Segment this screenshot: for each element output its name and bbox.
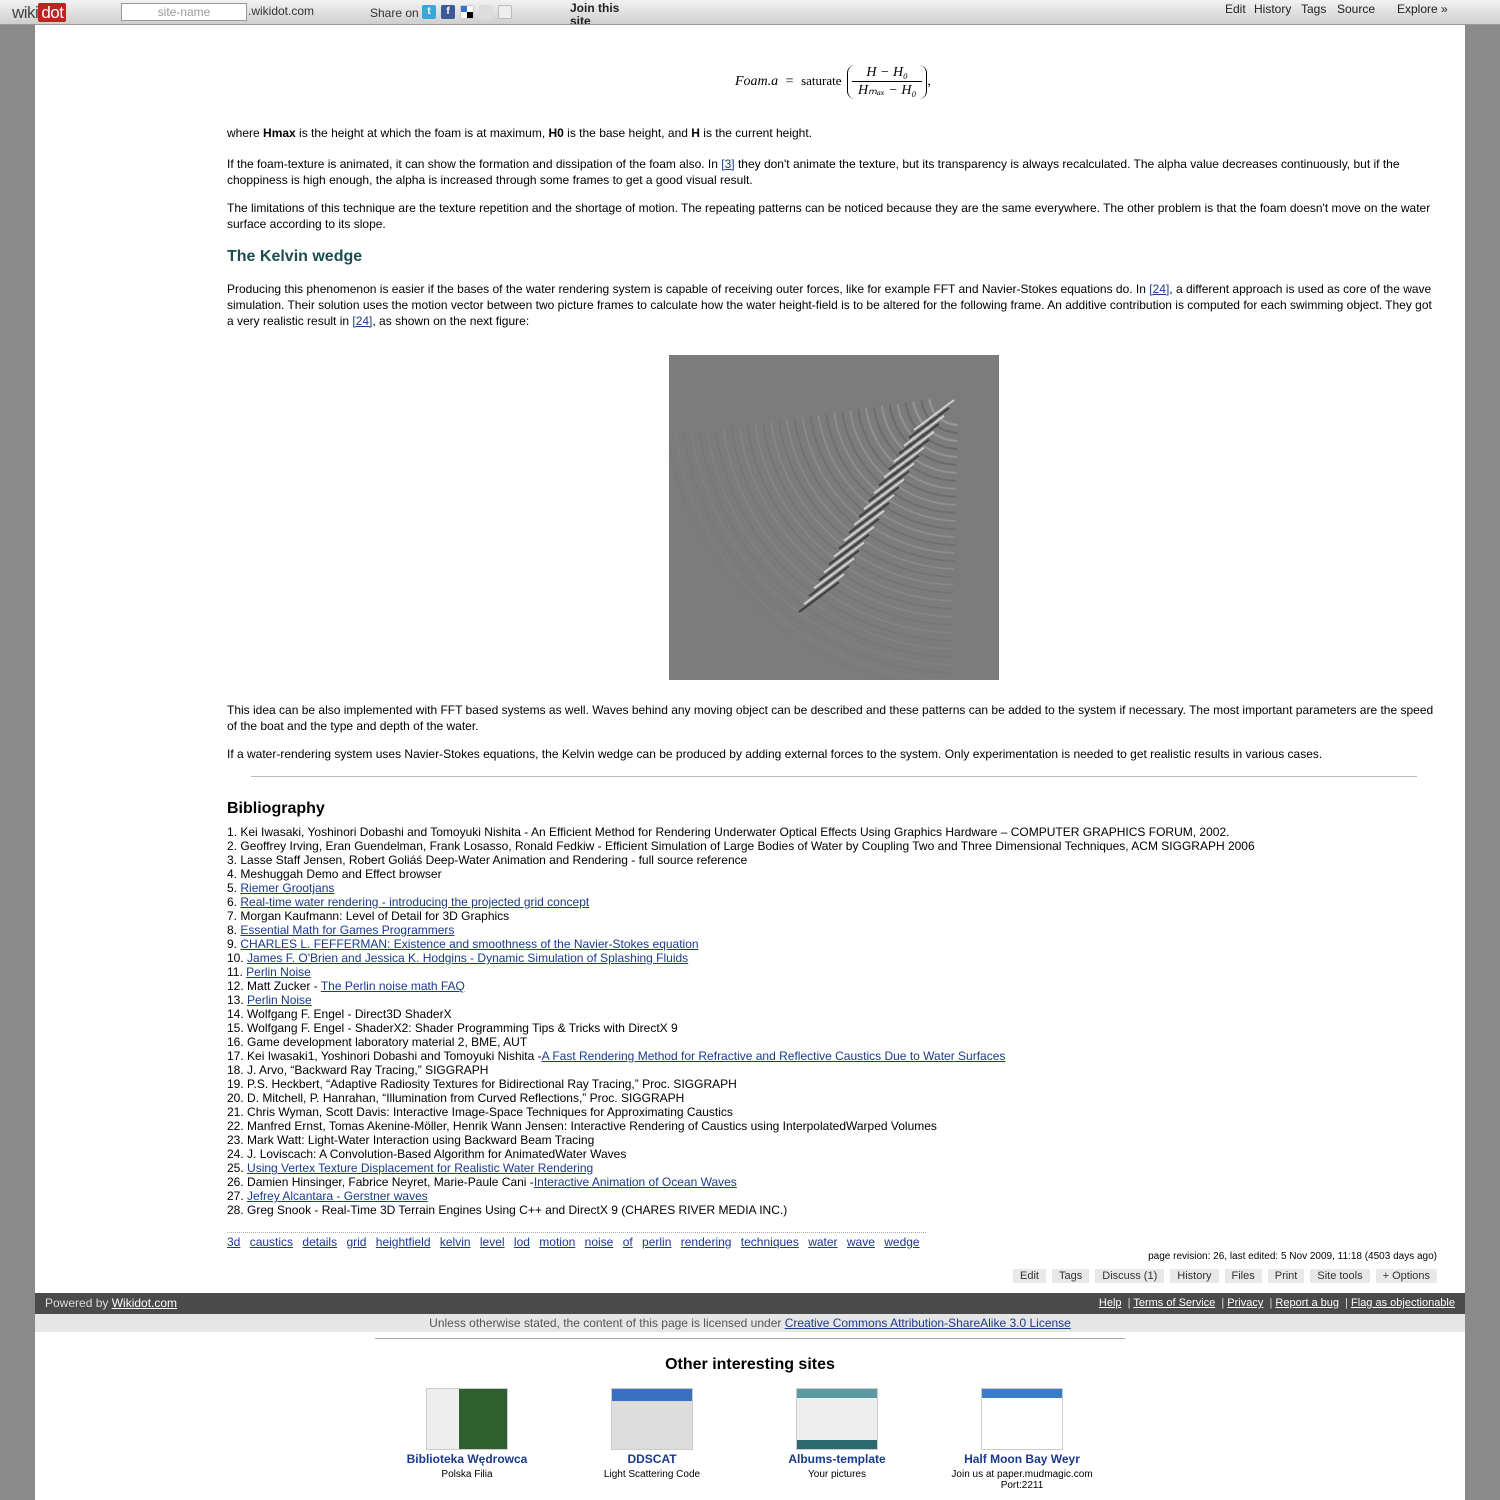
page-revision-info: page revision: 26, last edited: 5 Nov 2009, 11:18 (4503 days ago) (1148, 1251, 1437, 1262)
bibliography-link[interactable]: James F. O'Brien and Jessica K. Hodgins - Dynamic Simulation of Splashing Fluids (247, 951, 689, 965)
site-thumbnail[interactable] (611, 1388, 693, 1450)
bibliography-text: Meshuggah Demo and Effect browser (240, 867, 442, 881)
bibliography-number: 11. (227, 965, 243, 979)
site-thumbnail[interactable] (426, 1388, 508, 1450)
bibliography-text: Lasse Staff Jensen, Robert Goliáś Deep-Water Animation and Rendering - full source reference (240, 853, 748, 867)
bibliography-item (227, 839, 1255, 853)
bibliography-link[interactable]: A Fast Rendering Method for Refractive and Reflective Caustics Due to Water Surfaces (541, 1049, 1006, 1063)
bibliography-number: 1. (227, 825, 238, 839)
bibliography-item (227, 951, 1255, 965)
bibliography-text: P.S. Heckbert, “Adaptive Radiosity Textures for Bidirectional Ray Tracing,” Proc. SIGGRAPH (247, 1077, 737, 1091)
bibliography-item (227, 825, 1255, 839)
help-link[interactable]: Help (1098, 1297, 1122, 1309)
bibliography-link[interactable]: Perlin Noise (247, 993, 312, 1007)
bibliography-item (227, 1189, 1255, 1203)
print-button[interactable]: Print (1268, 1269, 1305, 1283)
bibliography-link[interactable]: Interactive Animation of Ocean Waves (533, 1175, 737, 1189)
edit-button[interactable]: Edit (1013, 1269, 1046, 1283)
bibliography-number: 3. (227, 853, 238, 867)
tag-link[interactable]: kelvin (439, 1235, 471, 1249)
site-thumbnail[interactable] (981, 1388, 1063, 1450)
tag-link[interactable]: caustics (249, 1235, 294, 1249)
tag-link[interactable]: wedge (884, 1235, 920, 1249)
bibliography-number: 18. (227, 1063, 244, 1077)
footer-bar (35, 1293, 1465, 1314)
bibliography-number: 16. (227, 1035, 244, 1049)
share-label: Share on (370, 6, 419, 20)
bibliography-number: 27. (227, 1189, 244, 1203)
paragraph-limitations: The limitations of this technique are the texture repetition and the shortage of motion. The repeating patterns can be noticed because they are the same everywhere. The other problem is that the foam doesn't move on the water surface according to its slope. (227, 201, 1431, 231)
bibliography-text: Matt Zucker - (247, 979, 321, 993)
bibliography-item (227, 1035, 1255, 1049)
other-sites-heading: Other interesting sites (665, 1356, 835, 1373)
bibliography-link[interactable]: Perlin Noise (246, 965, 311, 979)
bibliography-number: 28. (227, 1203, 244, 1217)
bibliography-number: 5. (227, 881, 238, 895)
bibliography-text: Geoffrey Irving, Eran Guendelman, Frank Losasso, Ronald Fedkiw - Efficient Simulation of Large Bodies of Water by Coupling Two and Three Dimensional Techniques, ACM SIGGRAPH 2006 (240, 839, 1255, 853)
terms-link[interactable]: Terms of Service (1133, 1297, 1216, 1309)
tag-link[interactable]: perlin (642, 1235, 672, 1249)
license-link[interactable]: Creative Commons Attribution-ShareAlike 3.0 License (784, 1316, 1071, 1330)
tag-link[interactable]: lod (513, 1235, 530, 1249)
paragraph-fft: This idea can be also implemented with FFT based systems as well. Waves behind any moving object can be described and these patterns can be added to the system if necessary. The most important parameters are the speed of the boat and the type and depth of the water. (227, 703, 1434, 733)
bibliography-link[interactable]: CHARLES L. FEFFERMAN: Existence and smoothness of the Navier-Stokes equation (240, 937, 699, 951)
tag-link[interactable]: motion (539, 1235, 576, 1249)
bibliography-number: 26. (227, 1175, 244, 1189)
bibliography-item (227, 1049, 1255, 1063)
paragraph-foam-animation: If the foam-texture is animated, it can show the formation and dissipation of the foam also. In [3] they don't animate the texture, but its transparency is always recalculated. The alpha value decreases continuously, but if the choppiness is high enough, the alpha is increased through some frames to get a good visual result. (227, 157, 1400, 187)
wikidot-link[interactable]: Wikidot.com (111, 1296, 178, 1310)
bibliography-number: 25. (227, 1161, 244, 1175)
bibliography-item (227, 1063, 1255, 1077)
bibliography-item (227, 1133, 1255, 1147)
bibliography-item (227, 965, 1255, 979)
site-thumbnail[interactable] (796, 1388, 878, 1450)
bibliography-link[interactable]: Using Vertex Texture Displacement for Realistic Water Rendering (247, 1161, 594, 1175)
bibliography-number: 8. (227, 923, 238, 937)
bibliography-item (227, 937, 1255, 951)
history-button[interactable]: History (1170, 1269, 1218, 1283)
wikidot-top-bar (0, 0, 1500, 25)
flag-link[interactable]: Flag as objectionable (1351, 1297, 1455, 1309)
domain-suffix: .wikidot.com (248, 4, 315, 18)
bibliography-text: Kei Iwasaki1, Yoshinori Dobashi and Tomoyuki Nishita - (247, 1049, 542, 1063)
bibliography-item (227, 1077, 1255, 1091)
bibliography-text: Greg Snook - Real-Time 3D Terrain Engines Using C++ and DirectX 9 (CHARES RIVER MEDIA INC.) (247, 1203, 788, 1217)
tag-link[interactable]: 3d (227, 1235, 241, 1249)
tag-link[interactable]: grid (346, 1235, 367, 1249)
top-edit-link[interactable]: Edit (1225, 2, 1246, 16)
bibliography-item (227, 1161, 1255, 1175)
tag-link[interactable]: heightfield (375, 1235, 431, 1249)
site-name-input[interactable]: site-name (121, 3, 247, 21)
bibliography-item (227, 881, 1255, 895)
site-card[interactable]: Albums-template Your pictures (757, 1388, 917, 1480)
site-card[interactable]: Biblioteka Wędrowca Polska Filia (387, 1388, 547, 1480)
top-source-link[interactable]: Source (1337, 2, 1376, 16)
site-tools-button[interactable]: Site tools (1310, 1269, 1369, 1283)
bibliography-number: 22. (227, 1119, 244, 1133)
tag-link[interactable]: level (479, 1235, 505, 1249)
site-card[interactable]: DDSCAT Light Scattering Code (572, 1388, 732, 1480)
license-notice: Unless otherwise stated, the content of this page is licensed under Creative Commons Attribution-ShareAlike 3.0 License (35, 1314, 1465, 1332)
delicious-icon[interactable] (460, 5, 474, 19)
discuss-button[interactable]: Discuss (1) (1095, 1269, 1164, 1283)
bibliography-number: 20. (227, 1091, 244, 1105)
bibliography-text: Chris Wyman, Scott Davis: Interactive Image-Space Techniques for Approximating Caustics (247, 1105, 733, 1119)
other-sites-section (35, 1332, 1465, 1500)
paragraph-kelvin: Producing this phenomenon is easier if the bases of the water rendering system is capable of receiving outer forces, like for example FFT and Navier-Stokes equations do. In [24], a different approach is used as core of the wave simulation. Their solution uses the motion vector between two picture frames to calculate how the water height-field is to be altered for the following frame. An additive contribution is computed for each swimming object. They got a very realistic result in [24], as shown on the next figure: (227, 282, 1432, 328)
privacy-link[interactable]: Privacy (1227, 1297, 1264, 1309)
bibliography-text: J. Arvo, “Backward Ray Tracing,” SIGGRAPH (247, 1063, 489, 1077)
top-history-link[interactable]: History (1254, 2, 1292, 16)
tag-link[interactable]: of (622, 1235, 633, 1249)
bibliography-link[interactable]: Riemer Grootjans (240, 881, 335, 895)
bibliography-item (227, 909, 1255, 923)
bibliography-list (227, 825, 1255, 1217)
bibliography-number: 19. (227, 1077, 244, 1091)
bibliography-number: 15. (227, 1021, 244, 1035)
bibliography-text: Kei Iwasaki, Yoshinori Dobashi and Tomoyuki Nishita - An Efficient Method for Rendering Underwater Optical Effects Using Graphics Hardware – COMPUTER GRAPHICS FORUM, 2002. (240, 825, 1230, 839)
tags-button[interactable]: Tags (1052, 1269, 1089, 1283)
join-site-link[interactable]: Join this site (570, 2, 620, 24)
bibliography-text: Game development laboratory material 2, BME, AUT (247, 1035, 528, 1049)
bibliography-link[interactable]: Jefrey Alcantara - Gerstner waves (247, 1189, 428, 1203)
section-divider (251, 776, 1417, 777)
tag-link[interactable]: noise (584, 1235, 614, 1249)
bibliography-number: 24. (227, 1147, 244, 1161)
powered-by: Powered by Wikidot.com (45, 1296, 178, 1310)
page-options-bar (1007, 1270, 1437, 1282)
bibliography-text: Wolfgang F. Engel - Direct3D ShaderX (247, 1007, 452, 1021)
tag-link[interactable]: techniques (740, 1235, 799, 1249)
top-explore-link[interactable]: Explore » (1397, 2, 1448, 16)
bibliography-number: 12. (227, 979, 244, 993)
bibliography-number: 6. (227, 895, 238, 909)
paragraph-navier-stokes: If a water-rendering system uses Navier-Stokes equations, the Kelvin wedge can be produced by adding external forces to the system. Only experimentation is needed to get realistic results in various cases. (227, 747, 1323, 761)
reference-link-3[interactable]: [3] (721, 157, 735, 171)
bibliography-item (227, 979, 1255, 993)
tag-link[interactable]: rendering (680, 1235, 732, 1249)
reference-link-24-second[interactable]: [24] (352, 314, 373, 328)
bibliography-number: 4. (227, 867, 238, 881)
bibliography-item (227, 853, 1255, 867)
bibliography-text: Manfred Ernst, Tomas Akenine-Möller, Henrik Wann Jensen: Interactive Rendering of Caustics using InterpolatedWarped Volumes (247, 1119, 937, 1133)
page-content-area (35, 25, 1465, 1293)
reference-link-24[interactable]: [24] (1149, 282, 1170, 296)
other-sites-divider (375, 1338, 1125, 1339)
bibliography-number: 23. (227, 1133, 244, 1147)
files-button[interactable]: Files (1225, 1269, 1262, 1283)
bibliography-number: 10. (227, 951, 244, 965)
bibliography-item (227, 1021, 1255, 1035)
bibliography-text: D. Mitchell, P. Hanrahan, “Illumination from Curved Reflections,” Proc. SIGGRAPH (247, 1091, 685, 1105)
footer-links: Help | Terms of Service | Privacy | Report a bug | Flag as objectionable (1098, 1297, 1455, 1309)
kelvin-wedge-figure (669, 355, 999, 680)
twitter-icon[interactable]: t (422, 5, 436, 19)
bibliography-item (227, 895, 1255, 909)
tag-link[interactable]: wave (846, 1235, 875, 1249)
heading-bibliography: Bibliography (227, 800, 325, 817)
wikidot-logo[interactable]: wiki dot (12, 3, 66, 23)
report-bug-link[interactable]: Report a bug (1275, 1297, 1339, 1309)
facebook-icon[interactable]: f (441, 5, 455, 19)
bibliography-text: Wolfgang F. Engel - ShaderX2: Shader Programming Tips & Tricks with DirectX 9 (247, 1021, 678, 1035)
bibliography-number: 13. (227, 993, 244, 1007)
site-card[interactable]: Half Moon Bay Weyr Join us at paper.mudmagic.com Port:2211 (942, 1388, 1102, 1491)
bibliography-item (227, 1203, 1255, 1217)
bibliography-text: Morgan Kaufmann: Level of Detail for 3D Graphics (240, 909, 510, 923)
bibliography-link[interactable]: Essential Math for Games Programmers (240, 923, 455, 937)
bibliography-text: Mark Watt: Light-Water Interaction using Backward Beam Tracing (247, 1133, 595, 1147)
bibliography-item (227, 1091, 1255, 1105)
bibliography-text: Damien Hinsinger, Fabrice Neyret, Marie-Paule Cani - (247, 1175, 534, 1189)
tag-link[interactable]: details (302, 1235, 338, 1249)
bibliography-item (227, 1147, 1255, 1161)
bibliography-number: 17. (227, 1049, 244, 1063)
bibliography-item (227, 1175, 1255, 1189)
bibliography-item (227, 1119, 1255, 1133)
foam-formula: Foam.a = saturate H − H₀ Hₘₐₓ − H₀ , (735, 65, 931, 98)
kelvin-wedge-image (669, 355, 999, 680)
bibliography-number: 14. (227, 1007, 244, 1021)
top-tags-link[interactable]: Tags (1301, 2, 1327, 16)
bibliography-text: J. Loviscach: A Convolution-Based Algorithm for AnimatedWater Waves (247, 1147, 627, 1161)
page-tags (227, 1232, 926, 1249)
bibliography-item (227, 1007, 1255, 1021)
paragraph-where: where Hmax is the height at which the foam is at maximum, H0 is the base height, and H is the current height. (227, 126, 813, 140)
bibliography-number: 2. (227, 839, 238, 853)
bibliography-item (227, 1105, 1255, 1119)
tag-link[interactable]: water (808, 1235, 838, 1249)
bibliography-number: 9. (227, 937, 238, 951)
bibliography-number: 7. (227, 909, 238, 923)
reddit-icon[interactable] (498, 5, 512, 19)
bibliography-number: 21. (227, 1105, 244, 1119)
options-button[interactable]: + Options (1376, 1269, 1437, 1283)
bibliography-item (227, 993, 1255, 1007)
bibliography-link[interactable]: Real-time water rendering - introducing the projected grid concept (240, 895, 590, 909)
bibliography-item (227, 867, 1255, 881)
digg-icon[interactable] (479, 5, 493, 19)
bibliography-item (227, 923, 1255, 937)
heading-kelvin-wedge: The Kelvin wedge (227, 248, 363, 265)
bibliography-link[interactable]: The Perlin noise math FAQ (320, 979, 465, 993)
